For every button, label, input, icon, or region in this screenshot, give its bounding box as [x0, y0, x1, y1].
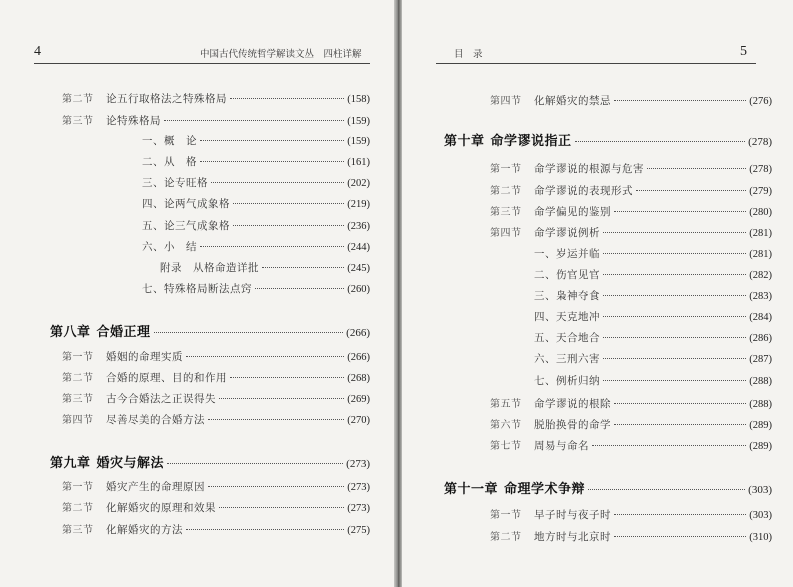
toc-page-ref: (159): [347, 136, 370, 147]
toc-entry: [490, 437, 772, 453]
toc-page-ref: (281): [749, 228, 772, 239]
toc-entry: [534, 288, 772, 303]
toc-entry-label: [62, 348, 183, 364]
dot-leader: [614, 536, 746, 537]
toc-entry-title: 三、枭神夺食: [534, 290, 600, 302]
dot-leader: [647, 168, 746, 169]
toc-entry-label: [490, 182, 633, 198]
toc-entry-label: [50, 321, 151, 340]
toc-entry: [490, 160, 772, 176]
toc-entry-label: [62, 521, 183, 537]
toc-page-ref: (273): [346, 458, 370, 470]
toc-page-ref: (289): [749, 420, 772, 431]
toc-entry-title: 七、特殊格局断法点窍: [142, 283, 252, 295]
toc-page-ref: (279): [749, 186, 772, 197]
toc-page-ref: (303): [748, 484, 772, 496]
dot-leader: [200, 161, 344, 162]
section-number: 第四节: [62, 415, 94, 426]
toc-entry: [490, 528, 772, 544]
toc-page-ref: (280): [749, 207, 772, 218]
book-gutter: [394, 0, 402, 587]
toc-entry: [490, 92, 772, 108]
toc-entry-title: 命学谬说的根除: [534, 398, 611, 410]
toc-entry-label: [142, 218, 230, 233]
running-header-left: 中国古代传统哲学解读文丛 四柱详解: [200, 49, 362, 60]
dot-leader: [230, 377, 344, 378]
dot-leader: [603, 232, 746, 233]
dot-leader: [614, 514, 746, 515]
section-number: 第四节: [490, 228, 522, 239]
dot-leader: [603, 358, 746, 359]
toc-entry-title: 一、岁运并临: [534, 248, 600, 260]
toc-page-ref: (266): [347, 352, 370, 363]
toc-page-ref: (273): [347, 503, 370, 514]
dot-leader: [603, 316, 746, 317]
toc-entry-title: 合婚的原理、目的和作用: [106, 372, 227, 384]
toc-page-ref: (260): [347, 284, 370, 295]
toc-entry-title: 婚姻的命理实质: [106, 351, 183, 363]
toc-entry-label: [142, 239, 197, 254]
toc-entry: [62, 411, 370, 427]
toc-entry-label: [62, 499, 216, 515]
section-number: 第二节: [490, 532, 522, 543]
toc-page-ref: (303): [749, 510, 772, 521]
chapter-number: 第八章: [50, 325, 91, 340]
running-header-right: 目 录: [454, 49, 483, 60]
dot-leader: [211, 182, 344, 183]
section-number: 第二节: [62, 503, 94, 514]
toc-entry-title: 二、从 格: [142, 156, 197, 168]
toc-entry-label: [142, 175, 208, 190]
section-number: 第七节: [490, 441, 522, 452]
toc-entry-title: 附录 从格命造详批: [160, 262, 259, 274]
section-number: 第一节: [490, 164, 522, 175]
section-number: 第三节: [62, 525, 94, 536]
toc-page-ref: (244): [347, 242, 370, 253]
dot-leader: [603, 274, 746, 275]
toc-page-ref: (310): [749, 532, 772, 543]
dot-leader: [154, 332, 344, 333]
toc-entry-title: 化解婚灾的方法: [106, 524, 183, 536]
toc-entry-label: [62, 90, 227, 106]
toc-entry-title: 论五行取格法之特殊格局: [106, 93, 227, 105]
section-number: 第三节: [490, 207, 522, 218]
toc-entry-title: 合婚正理: [96, 325, 151, 340]
toc-page-ref: (278): [749, 164, 772, 175]
dot-leader: [575, 141, 746, 142]
dot-leader: [186, 356, 344, 357]
toc-chapter-entry: [50, 452, 370, 471]
toc-entry-label: [534, 351, 600, 366]
toc-entry-label: [490, 528, 611, 544]
toc-page-ref: (287): [749, 354, 772, 365]
toc-entry-title: 四、论两气成象格: [142, 198, 230, 210]
chapter-number: 第十章: [444, 134, 485, 149]
toc-page-ref: (159): [347, 116, 370, 127]
toc-entry: [142, 154, 370, 169]
dot-leader: [614, 211, 746, 212]
dot-leader: [167, 463, 343, 464]
toc-entry: [142, 196, 370, 211]
toc-page-ref: (273): [347, 482, 370, 493]
toc-entry-label: [142, 133, 197, 148]
toc-entry: [490, 506, 772, 522]
dot-leader: [186, 529, 344, 530]
toc-entry: [62, 478, 370, 494]
dot-leader: [233, 203, 344, 204]
toc-entry-label: [534, 246, 600, 261]
dot-leader: [603, 295, 746, 296]
toc-page-ref: (245): [347, 263, 370, 274]
toc-entry-title: 命学谬说指正: [490, 134, 572, 149]
toc-entry-title: 一、概 论: [142, 135, 197, 147]
toc-page-ref: (236): [347, 221, 370, 232]
toc-entry: [142, 218, 370, 233]
toc-entry-title: 古今合婚法之正误得失: [106, 393, 216, 405]
toc-entry-label: [534, 309, 600, 324]
toc-entry: [534, 351, 772, 366]
section-number: 第六节: [490, 420, 522, 431]
toc-page-ref: (268): [347, 373, 370, 384]
dot-leader: [230, 98, 344, 99]
toc-page-ref: (284): [749, 312, 772, 323]
toc-entry: [142, 133, 370, 148]
toc-entry-label: [160, 260, 259, 275]
toc-entry-label: [62, 390, 216, 406]
dot-leader: [255, 288, 344, 289]
toc-entry-label: [490, 160, 644, 176]
toc-page-ref: (266): [346, 327, 370, 339]
toc-entry-label: [490, 395, 611, 411]
toc-entry-title: 早子时与夜子时: [534, 509, 611, 521]
toc-entry-title: 命学谬说的表现形式: [534, 185, 633, 197]
toc-entry-label: [444, 478, 585, 497]
toc-entry: [62, 369, 370, 385]
dot-leader: [262, 267, 344, 268]
page-number-right: 5: [740, 44, 747, 59]
toc-entry: [490, 416, 772, 432]
toc-page-ref: (269): [347, 394, 370, 405]
toc-entry: [62, 90, 370, 106]
section-number: 第五节: [490, 399, 522, 410]
toc-entry-title: 五、论三气成象格: [142, 220, 230, 232]
section-number: 第二节: [62, 373, 94, 384]
section-number: 第一节: [62, 352, 94, 363]
toc-entry-title: 脱胎换骨的命学: [534, 419, 611, 431]
section-number: 第二节: [62, 94, 94, 105]
toc-entry-title: 四、天克地冲: [534, 311, 600, 323]
header-rule-left: [34, 63, 370, 64]
toc-entry-label: [62, 112, 161, 128]
section-number: 第三节: [62, 394, 94, 405]
toc-entry-title: 三、论专旺格: [142, 177, 208, 189]
toc-entry-title: 六、三刑六害: [534, 353, 600, 365]
toc-entry-title: 命学偏见的鉴别: [534, 206, 611, 218]
header-rule-right: [436, 63, 756, 64]
toc-entry: [490, 224, 772, 240]
toc-page-ref: (270): [347, 415, 370, 426]
toc-entry-title: 二、伤官见官: [534, 269, 600, 281]
dot-leader: [219, 398, 344, 399]
toc-entry-title: 尽善尽美的合婚方法: [106, 414, 205, 426]
dot-leader: [614, 424, 746, 425]
toc-entry-title: 七、例析归纳: [534, 375, 600, 387]
toc-entry-label: [444, 130, 572, 149]
dot-leader: [219, 507, 344, 508]
toc-entry: [62, 521, 370, 537]
toc-page-ref: (282): [749, 270, 772, 281]
toc-entry-label: [490, 224, 600, 240]
toc-entry: [62, 390, 370, 406]
toc-entry: [490, 395, 772, 411]
section-number: 第一节: [490, 510, 522, 521]
toc-entry: [490, 203, 772, 219]
dot-leader: [603, 380, 746, 381]
toc-page-ref: (219): [347, 199, 370, 210]
dot-leader: [208, 486, 344, 487]
dot-leader: [588, 489, 745, 490]
toc-page-ref: (161): [347, 157, 370, 168]
toc-page-ref: (281): [749, 249, 772, 260]
toc-chapter-entry: [444, 478, 772, 497]
toc-entry-label: [62, 411, 205, 427]
toc-entry: [534, 267, 772, 282]
toc-entry-title: 命理学术争辩: [504, 482, 586, 497]
dot-leader: [200, 246, 344, 247]
toc-entry-label: [490, 416, 611, 432]
toc-entry-label: [490, 92, 611, 108]
toc-page-ref: (275): [347, 525, 370, 536]
toc-entry-label: [142, 154, 197, 169]
toc-entry-label: [62, 478, 205, 494]
toc-entry-label: [490, 203, 611, 219]
dot-leader: [233, 225, 344, 226]
right-page: [402, 0, 793, 587]
left-page: [0, 0, 394, 587]
toc-entry-label: [534, 330, 600, 345]
toc-entry-label: [142, 281, 252, 296]
toc-entry-label: [142, 196, 230, 211]
toc-page-ref: (202): [347, 178, 370, 189]
dot-leader: [592, 445, 746, 446]
toc-entry-label: [490, 506, 611, 522]
toc-entry-label: [62, 369, 227, 385]
dot-leader: [164, 120, 344, 121]
toc-entry-title: 化解婚灾的禁忌: [534, 95, 611, 107]
toc-entry: [534, 373, 772, 388]
dot-leader: [603, 337, 746, 338]
toc-page-ref: (288): [749, 376, 772, 387]
section-number: 第二节: [490, 186, 522, 197]
toc-entry-title: 论特殊格局: [106, 115, 161, 127]
toc-entry-label: [534, 288, 600, 303]
toc-entry: [534, 330, 772, 345]
toc-entry-title: 地方时与北京时: [534, 531, 611, 543]
toc-page-ref: (283): [749, 291, 772, 302]
toc-entry: [490, 182, 772, 198]
toc-entry: [534, 309, 772, 324]
toc-entry-label: [534, 267, 600, 282]
toc-entry: [534, 246, 772, 261]
toc-entry-label: [50, 452, 164, 471]
dot-leader: [636, 190, 746, 191]
toc-entry-title: 周易与命名: [534, 440, 589, 452]
toc-entry: [62, 112, 370, 128]
section-number: 第三节: [62, 116, 94, 127]
toc-entry: [142, 175, 370, 190]
toc-entry-title: 婚灾与解法: [96, 456, 165, 471]
toc-page-ref: (286): [749, 333, 772, 344]
toc-entry: [62, 499, 370, 515]
toc-entry: [142, 281, 370, 296]
page-number-left: 4: [34, 44, 41, 59]
chapter-number: 第十一章: [444, 482, 499, 497]
chapter-number: 第九章: [50, 456, 91, 471]
toc-entry-title: 命学谬说的根源与危害: [534, 163, 644, 175]
toc-page-ref: (288): [749, 399, 772, 410]
toc-page-ref: (276): [749, 96, 772, 107]
dot-leader: [603, 253, 746, 254]
toc-entry-title: 化解婚灾的原理和效果: [106, 502, 216, 514]
toc-entry-label: [534, 373, 600, 388]
toc-page-ref: (289): [749, 441, 772, 452]
toc-entry: [160, 260, 370, 275]
toc-entry-title: 婚灾产生的命理原因: [106, 481, 205, 493]
toc-entry-label: [490, 437, 589, 453]
toc-entry: [142, 239, 370, 254]
toc-page-ref: (158): [347, 94, 370, 105]
dot-leader: [200, 140, 344, 141]
toc-page-ref: (278): [748, 136, 772, 148]
section-number: 第四节: [490, 96, 522, 107]
dot-leader: [614, 100, 746, 101]
toc-entry: [62, 348, 370, 364]
toc-entry-title: 命学谬说例析: [534, 227, 600, 239]
dot-leader: [208, 419, 344, 420]
section-number: 第一节: [62, 482, 94, 493]
toc-entry-title: 六、小 结: [142, 241, 197, 253]
toc-chapter-entry: [50, 321, 370, 340]
dot-leader: [614, 403, 746, 404]
toc-entry-title: 五、天合地合: [534, 332, 600, 344]
toc-chapter-entry: [444, 130, 772, 149]
